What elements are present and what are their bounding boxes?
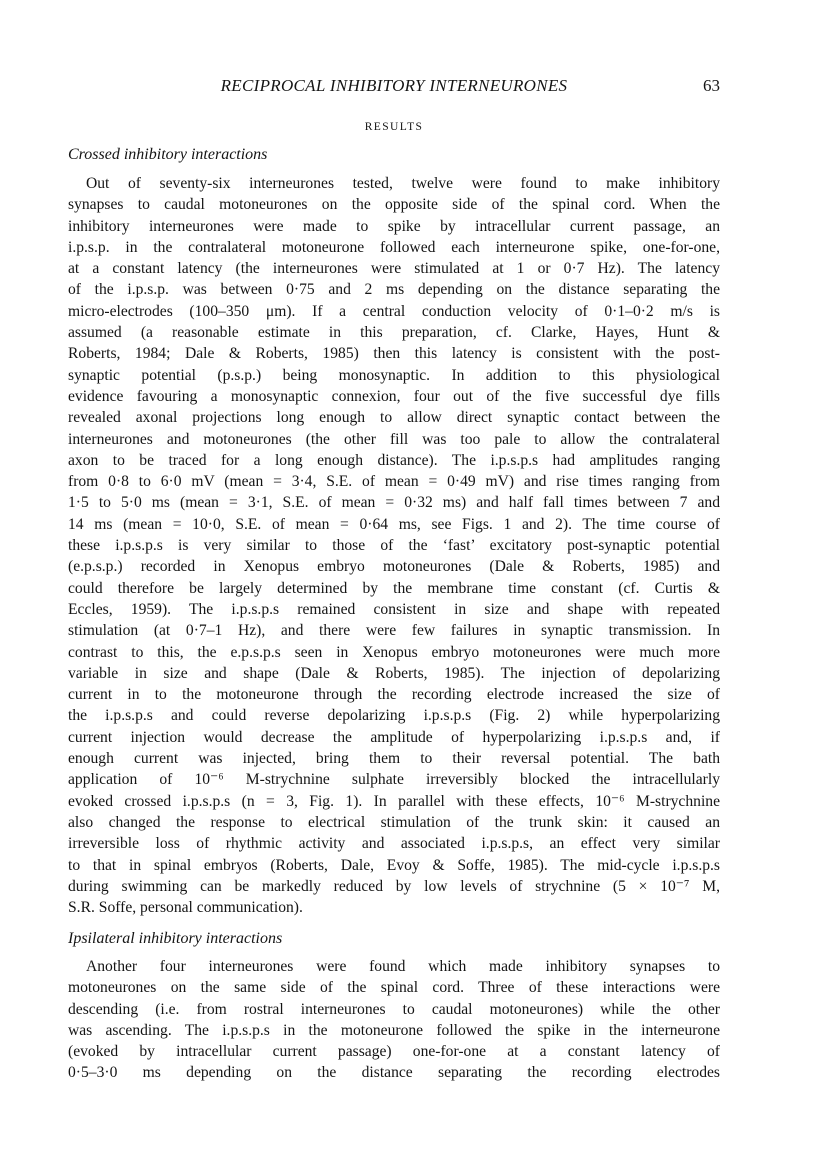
text-line: Eccles, 1959). The i.p.s.p.s remained consistent in size and shape with repeated: [68, 600, 720, 618]
text-line: motoneurones on the same side of the spinal cord. Three of these interactions were: [68, 979, 720, 997]
text-line: axon to be traced for a long enough distance). The i.p.s.p.s had amplitudes ranging: [68, 451, 720, 469]
text-line: micro-electrodes (100–350 μm). If a central conduction velocity of 0·1–0·2 m/s is: [68, 302, 720, 320]
text-line: 14 ms (mean = 10·0, S.E. of mean = 0·64 ms, see Figs. 1 and 2). The time course of: [68, 515, 720, 533]
text-line: could therefore be largely determined by the membrane time constant (cf. Curtis &: [68, 579, 720, 597]
journal-page: [68, 0, 720, 1173]
text-line: at a constant latency (the interneurones were stimulated at 1 or 0·7 Hz). The latency: [68, 260, 720, 278]
text-line: 0·5–3·0 ms depending on the distance separating the recording electrodes: [68, 1064, 720, 1082]
text-line: the i.p.s.p.s and could reverse depolarizing i.p.s.p.s (Fig. 2) while hyperpolarizing: [68, 707, 720, 725]
text-line: from 0·8 to 6·0 mV (mean = 3·4, S.E. of mean = 0·49 mV) and rise times ranging from: [68, 473, 720, 491]
text-line: assumed (a reasonable estimate in this preparation, cf. Clarke, Hayes, Hunt &: [68, 324, 720, 342]
text-line: current in to the motoneurone through the recording electrode increased the size of: [68, 686, 720, 704]
text-line: these i.p.s.p.s is very similar to those of the ‘fast’ excitatory post-synaptic potential: [68, 537, 720, 555]
text-line: stimulation (at 0·7–1 Hz), and there were few failures in synaptic transmission. In: [68, 622, 720, 640]
text-line: application of 10⁻⁶ M-strychnine sulphate irreversibly blocked the intracellularly: [68, 771, 720, 789]
text-line: also changed the response to electrical stimulation of the trunk skin: it caused an: [68, 813, 720, 831]
text-line: Out of seventy-six interneurones tested, twelve were found to make inhibitory: [86, 175, 720, 192]
text-line: enough current was injected, bring them to their reversal potential. The bath: [68, 750, 720, 768]
text-line: (e.p.s.p.) recorded in Xenopus embryo motoneurones (Dale & Roberts, 1985) and: [68, 558, 720, 576]
running-title: RECIPROCAL INHIBITORY INTERNEURONES: [220, 76, 568, 95]
text-line: Roberts, 1984; Dale & Roberts, 1985) then this latency is consistent with the post-: [68, 345, 720, 363]
text-line: synaptic potential (p.s.p.) being monosynaptic. In addition to this physiological: [68, 366, 720, 384]
text-line: Another four interneurones were found which made inhibitory synapses to: [86, 958, 720, 975]
text-line: descending (i.e. from rostral interneurones to caudal motoneurones) while the other: [68, 1000, 720, 1018]
text-line: synapses to caudal motoneurones on the opposite side of the spinal cord. When the: [68, 196, 720, 214]
subheading-ipsilateral: Ipsilateral inhibitory interactions: [68, 930, 283, 947]
page-number: 63: [703, 76, 720, 95]
text-line: irreversible loss of rhythmic activity and associated i.p.s.p.s, an effect very similar: [68, 835, 720, 853]
subheading-crossed: Crossed inhibitory interactions: [68, 146, 268, 163]
text-line: evoked crossed i.p.s.p.s (n = 3, Fig. 1). In parallel with these effects, 10⁻⁶ M-strychnine: [68, 792, 720, 810]
text-line: (evoked by intracellular current passage) one-for-one at a constant latency of: [68, 1043, 720, 1061]
text-line: interneurones and motoneurones (the other fill was too pale to allow the contralateral: [68, 430, 720, 448]
text-line: evidence favouring a monosynaptic connexion, four out of the five successful dye fills: [68, 387, 720, 405]
paragraph-ipsilateral: [68, 956, 720, 1084]
text-line: contrast to this, the e.p.s.p.s seen in Xenopus embryo motoneurones were much more: [68, 643, 720, 661]
text-line: current injection would decrease the amplitude of hyperpolarizing i.p.s.p.s and, if: [68, 728, 720, 746]
text-line: revealed axonal projections long enough to allow direct synaptic contact between the: [68, 409, 720, 427]
text-line: was ascending. The i.p.s.p.s in the motoneurone followed the spike in the interneurone: [68, 1021, 720, 1039]
text-line: of the i.p.s.p. was between 0·75 and 2 ms depending on the distance separating the: [68, 281, 720, 299]
section-heading: RESULTS: [364, 121, 424, 133]
text-line: S.R. Soffe, personal communication).: [68, 899, 303, 917]
text-line: during swimming can be markedly reduced by low levels of strychnine (5 × 10⁻⁷ M,: [68, 877, 720, 895]
text-line: variable in size and shape (Dale & Roberts, 1985). The injection of depolarizing: [68, 664, 720, 682]
running-head: [68, 76, 720, 102]
text-line: inhibitory interneurones were made to spike by intracellular current passage, an: [68, 217, 720, 235]
paragraph-crossed: [68, 173, 720, 918]
text-line: 1·5 to 5·0 ms (mean = 3·1, S.E. of mean = 0·32 ms) and half fall times between 7 and: [68, 494, 720, 512]
text-line: to that in spinal embryos (Roberts, Dale, Evoy & Soffe, 1985). The mid-cycle i.p.s.p.s: [68, 856, 720, 874]
text-line: i.p.s.p. in the contralateral motoneurone followed each interneurone spike, one-for-one,: [68, 238, 720, 256]
